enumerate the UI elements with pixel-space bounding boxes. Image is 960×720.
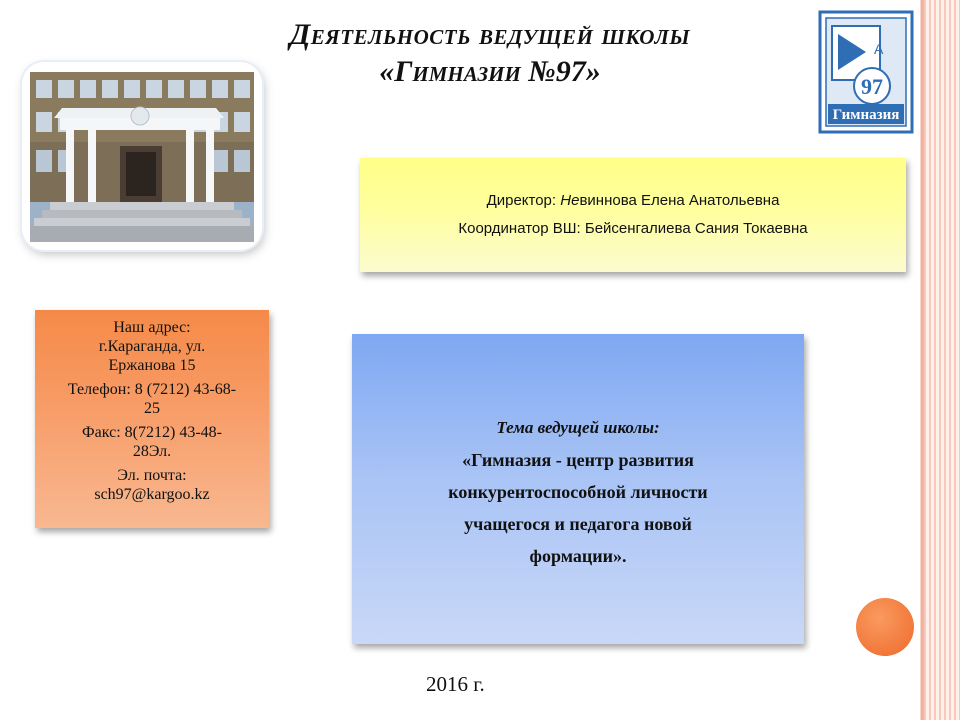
email-address: sch97@kargoo.kz <box>94 486 210 503</box>
theme-line-2: конкурентоспособной личности <box>448 482 708 502</box>
director-label: Директор: <box>486 192 557 209</box>
logo-letter: А <box>874 41 884 57</box>
phone-line-1: Телефон: 8 (7212) 43-68- <box>67 381 237 398</box>
coordinator-line: Координатор ВШ: Бейсенгалиева Сания Токаевна <box>458 220 808 237</box>
school-theme-box <box>352 334 804 644</box>
theme-heading: Тема ведущей школы: <box>496 418 660 437</box>
decorative-orange-circle <box>856 598 914 656</box>
building-illustration <box>30 72 254 242</box>
school-building-photo <box>22 62 262 250</box>
logo-number: 97 <box>861 74 883 99</box>
phone-block <box>35 380 269 418</box>
gymnasium-logo <box>818 10 914 134</box>
email-block <box>35 466 269 504</box>
email-label: Эл. почта: <box>117 467 187 484</box>
staff-info-box <box>360 158 906 272</box>
theme-line-4: формации». <box>529 546 627 566</box>
contacts-box <box>35 310 269 528</box>
director-line <box>360 192 906 209</box>
address-block <box>35 318 269 375</box>
address-street: Ержанова 15 <box>108 357 196 374</box>
year-label: 2016 г. <box>426 672 485 696</box>
decorative-stripe-band <box>924 0 960 720</box>
title-line-2: «Гимназии №97» <box>379 55 601 88</box>
title-line-1: Деятельность ведущей школы <box>289 18 691 51</box>
theme-line-1: «Гимназия - центр развития <box>462 450 694 470</box>
address-label: Наш адрес: <box>113 319 191 336</box>
theme-text <box>372 444 784 572</box>
director-name: виннова Елена Анатольевна <box>579 192 780 209</box>
phone-line-2: 25 <box>144 400 160 417</box>
fax-line-1: Факс: 8(7212) 43-48- <box>82 424 222 441</box>
address-city: г.Караганда, ул. <box>98 338 206 355</box>
fax-line-2: 28Эл. <box>132 443 172 460</box>
fax-block <box>35 423 269 461</box>
director-name-italic: Не <box>560 192 580 209</box>
logo-text: Гимназия <box>832 107 900 123</box>
theme-line-3: учащегося и педагога новой <box>464 514 692 534</box>
